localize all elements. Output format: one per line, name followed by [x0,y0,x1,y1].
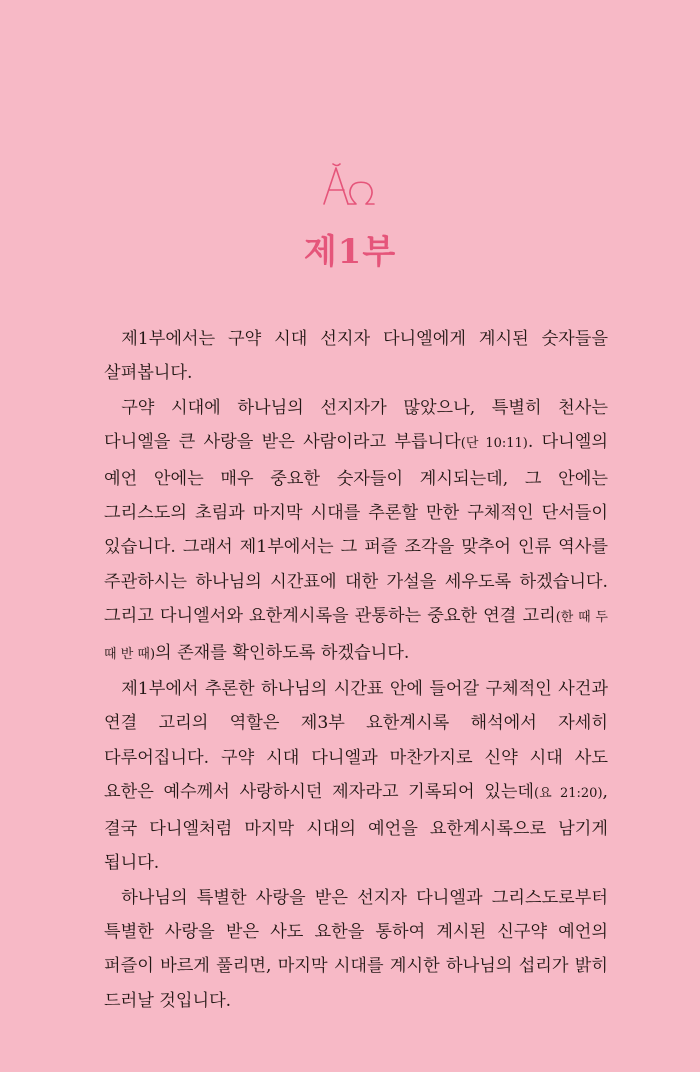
alpha-omega-icon [0,160,700,216]
paragraph-text: 구약 시대에 하나님의 선지자가 많았으나, 특별히 천사는 다니엘을 큰 사랑을 받은 사람이라고 부릅니다 [104,397,608,453]
body-paragraph [104,672,608,880]
paragraph-text: 하나님의 특별한 사랑을 받은 선지자 다니엘과 그리스도로부터 특별한 사랑을 받은 사도 요한을 통하여 계시된 신구약 예언의 퍼즐이 바르게 풀리면, 마지막 시대를 계시한 하나님의 섭리가 밝히 드러날 것입니다. [104,887,608,1011]
body-paragraph [104,391,608,672]
scripture-reference: (한 때 두 때 반 때) [104,610,608,662]
paragraph-text: 제1부에서 추론한 하나님의 시간표 안에 들어갈 구체적인 사건과 연결 고리의 역할은 제3부 요한계시록 해석에서 자세히 다루어집니다. 구약 시대 다니엘과 마찬가지로 신약 시대 사도 요한은 예수께서 사랑하시던 제자라고 기록되어 있는데 [104,679,608,803]
body-paragraph [104,322,608,391]
paragraph-text: , 결국 다니엘처럼 마지막 시대의 예언을 요한계시록으로 남기게 됩니다. [104,782,608,874]
scripture-reference: (단 10:11) [460,436,528,452]
part-title: 제1부 [303,232,397,272]
paragraph-text: 제1부에서는 구약 시대 선지자 다니엘에게 계시된 숫자들을 살펴봅니다. [104,329,608,384]
paragraph-text: 의 존재를 확인하도록 하겠습니다. [155,642,410,663]
paragraph-text: . 다니엘의 예언 안에는 매우 중요한 숫자들이 계시되는데, 그 안에는 그리스도의 초림과 마지막 시대를 추론할 만한 구체적인 단서들이 있습니다. 그래서 제1부에서는 그 퍼즐 조각을 맞추어 인류 역사를 주관하시는 하나님의 시간표에 대한 가설을 세우도록 하겠습니다. 그리고 다니엘서와 요한계시록을 관통하는 중요한 연결 고리 [104,432,608,627]
scripture-reference: (요 21:20) [534,786,603,802]
body-paragraph [104,881,608,1019]
body-text [104,322,608,1018]
